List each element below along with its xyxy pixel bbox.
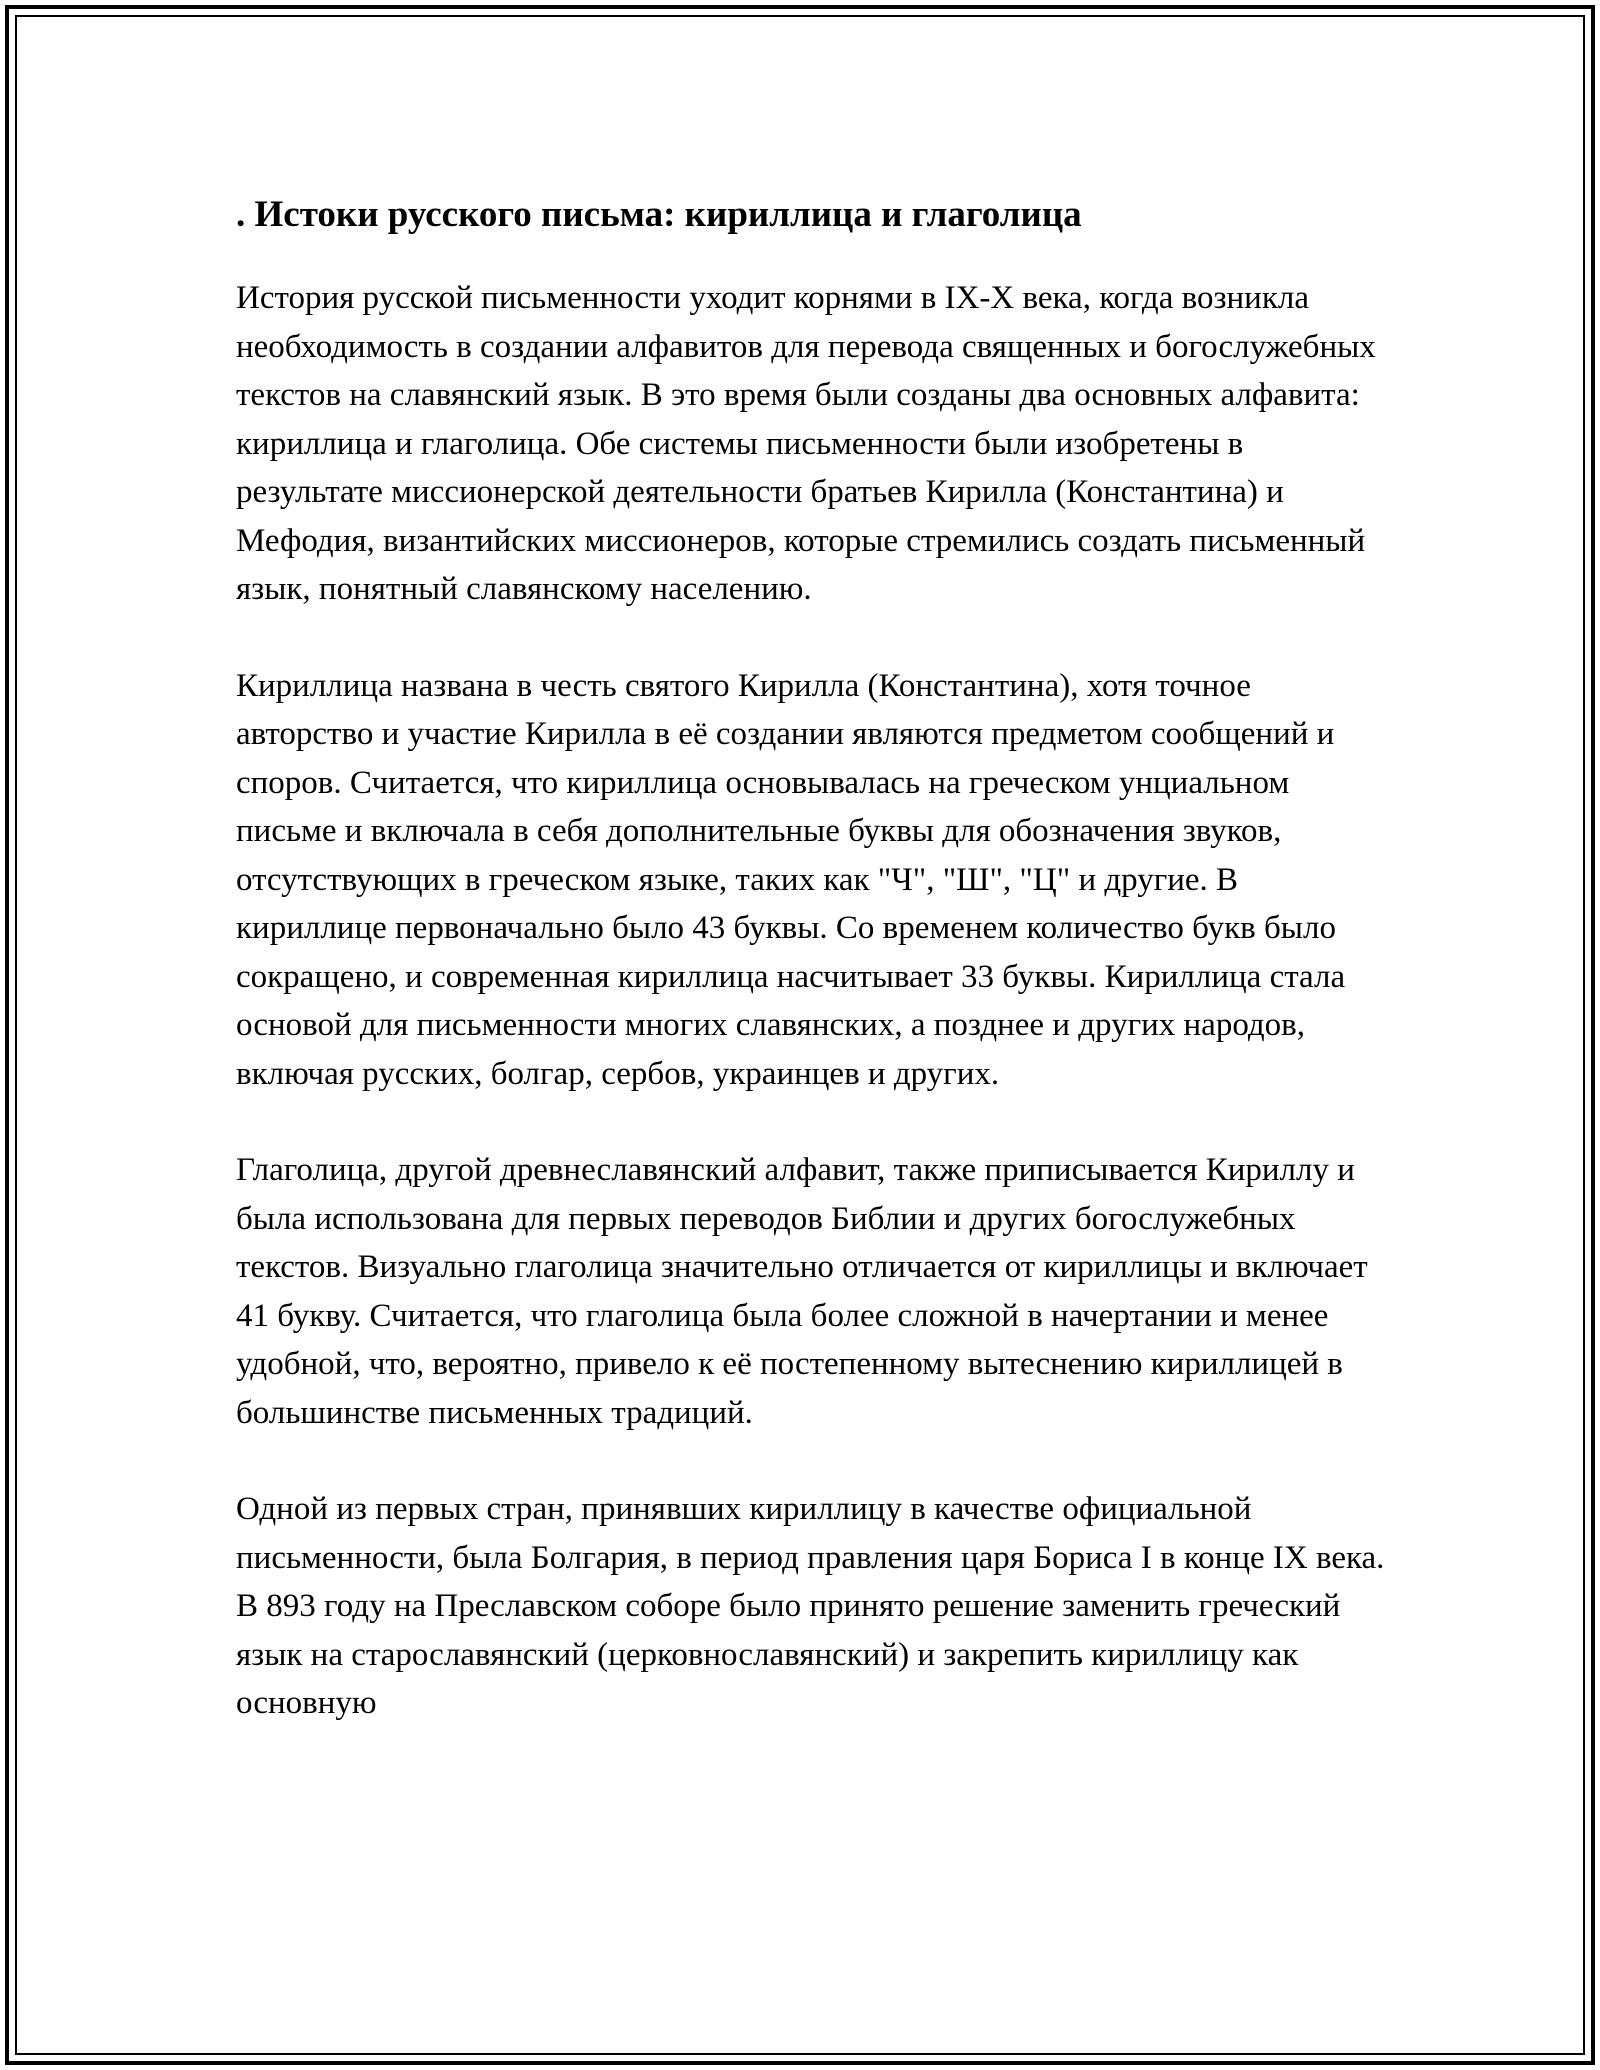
paragraph-bulgaria: Одной из первых стран, принявших кириллицу в качестве официальной письменности, была Болгария, в период правления царя Бориса I в конце IX века. В 893 году на Преславском соборе было принято решение заменить греческий язык на старославянский (церковнославянский) и закрепить кириллицу как основную	[236, 1491, 1385, 1721]
section-heading: . Истоки русского письма: кириллица и глаголица	[236, 194, 1082, 235]
document-body	[236, 186, 1386, 1728]
paragraph-cyrillic: Кириллица названа в честь святого Кирилла (Константина), хотя точное авторство и участие Кирилла в её создании являются предметом сообщений и споров. Считается, что кириллица основывалась на греческом унциальном письме и включала в себя дополнительные буквы для обозначения звуков, отсутствующих в греческом языке, таких как "Ч", "Ш", "Ц" и другие. В кириллице первоначально было 43 буквы. Со временем количество букв было сокращено, и современная кириллица насчитывает 33 буквы. Кириллица стала основой для письменности многих славянских, а позднее и других народов, включая русских, болгар, сербов, украинцев и других.	[236, 667, 1346, 1092]
paragraph-glagolitic: Глаголица, другой древнеславянский алфавит, также приписывается Кириллу и была использована для первых переводов Библии и других богослужебных текстов. Визуально глаголица значительно отличается от кириллицы и включает 41 букву. Считается, что глаголица была более сложной в начертании и менее удобной, что, вероятно, привело к её постепенному вытеснению кириллицей в большинстве письменных традиций.	[236, 1152, 1368, 1431]
paragraph-origins: История русской письменности уходит корнями в IX-X века, когда возникла необходимость в создании алфавитов для перевода священных и богослужебных текстов на славянский язык. В это время были созданы два основных алфавита: кириллица и глаголица. Обе системы письменности были изобретены в результате миссионерской деятельности братьев Кирилла (Константина) и Мефодия, византийских миссионеров, которые стремились создать письменный язык, понятный славянскому населению.	[236, 280, 1376, 607]
